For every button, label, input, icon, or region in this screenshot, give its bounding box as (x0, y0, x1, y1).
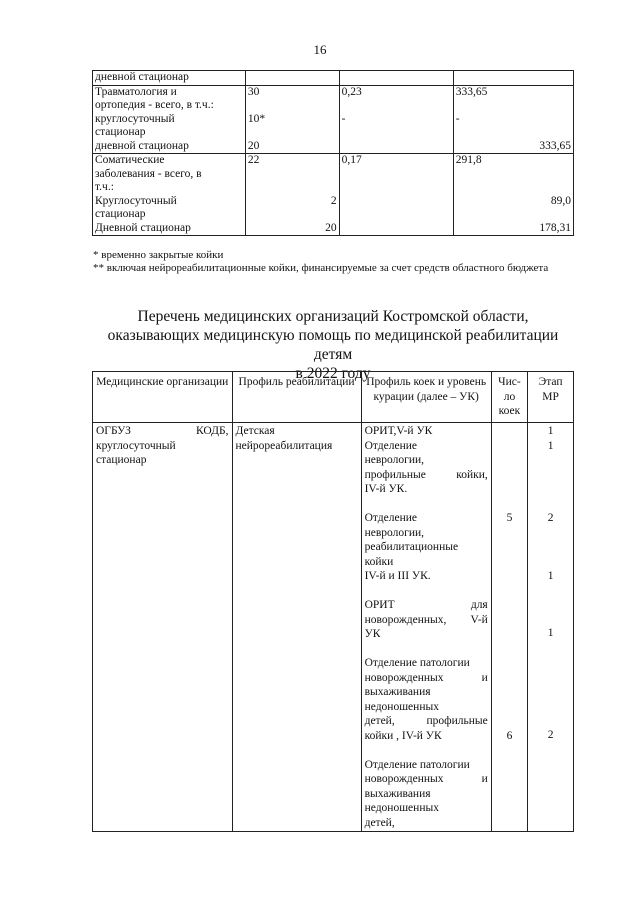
cell-line: 0,23 (341, 85, 362, 98)
stage-value: 2 (547, 728, 554, 741)
bed-block: ОРИТ,V-й УК (364, 425, 433, 437)
header-bed-count: Чис-ло коек (491, 372, 527, 423)
table-cell (245, 71, 339, 86)
table-cell (453, 71, 573, 86)
cell-line: 89,0 (550, 194, 571, 207)
table-cell (93, 154, 246, 236)
bed-block: Отделение патологии новорожденных и выхаживания недоношенных детей, (364, 758, 488, 829)
org-name-suffix: КОДБ, (196, 425, 229, 437)
cell-line: стационар (95, 126, 146, 138)
cell-line: - (455, 112, 460, 125)
heading-line: Перечень медицинских организаций Костромской области, (137, 308, 529, 325)
cell-line: 22 (247, 154, 260, 166)
table-cell (453, 85, 573, 154)
cell-line: дневной стационар (95, 139, 189, 152)
bed-profile-cell (361, 423, 491, 832)
stage-value: 1 (547, 627, 554, 639)
cell-line: 20 (325, 221, 337, 234)
bed-block: Отделение патологии новорожденных и выхаживания недоношенных детей, профильные койки , IV-й УК (364, 657, 488, 742)
cell-line: Круглосуточный (95, 194, 177, 207)
cell-line: 10* (247, 112, 266, 125)
table-row (93, 85, 574, 154)
cell-line: 30 (247, 85, 260, 98)
header-organizations: Медицинские организации (93, 372, 233, 423)
org-line: стационар (96, 454, 147, 466)
table-cell (245, 154, 339, 236)
cell-line: ортопедия - всего, в т.ч.: (95, 99, 214, 111)
bed-count: 6 (506, 729, 513, 742)
cell-line: 333,65 (455, 85, 488, 98)
footnotes (93, 249, 575, 275)
rehab-organizations-table (92, 371, 574, 832)
bed-count: 5 (506, 512, 513, 524)
bed-count-cell (491, 423, 527, 832)
cell-line: 20 (247, 139, 260, 152)
stage-value: 1 (547, 439, 554, 452)
cell-line: Травматология и (95, 85, 177, 98)
cell-line: стационар (95, 208, 146, 220)
bed-block: ОРИТ для новорожденных, V-й УК (364, 599, 488, 640)
beds-table-continued (92, 70, 574, 236)
cell-line: 291,8 (455, 154, 482, 166)
header-stage: Этап МР (528, 372, 574, 423)
cell-line: Соматические (95, 154, 165, 166)
table-cell: дневной стационар (93, 71, 246, 86)
table-cell (93, 85, 246, 154)
cell-line: т.ч.: (95, 181, 114, 193)
cell-line: - (341, 112, 346, 125)
table-cell (453, 154, 573, 236)
bed-block: Отделение неврологии, профильные койки, IV-й УК. (364, 439, 488, 495)
profile-cell: Детская нейрореабилитация (232, 423, 361, 832)
cell-line: 333,65 (539, 139, 571, 152)
footnote-regional-budget: ** включая нейрореабилитационные койки, финансируемые за счет средств областного бюджета (93, 262, 549, 274)
stage-value: 2 (547, 512, 554, 524)
stage-value: 1 (547, 569, 554, 582)
header-bed-profile: Профиль коек и уровень курации (далее – УК) (361, 372, 491, 423)
org-name: ОГБУЗ (96, 425, 131, 437)
heading-line: оказывающих медицинскую помощь по медицинской реабилитации детям (107, 327, 559, 363)
footnote-temporary: * временно закрытые койки (93, 249, 224, 261)
bed-block: Отделение неврологии, реабилитационные койки IV-й и III УК. (364, 512, 459, 582)
cell-line: 0,17 (341, 154, 362, 166)
table-header-row (93, 372, 574, 423)
cell-line: Дневной стационар (95, 221, 191, 234)
cell-line: 2 (330, 194, 337, 207)
table-cell (339, 71, 453, 86)
cell-line: 178,31 (539, 221, 571, 234)
header-profile: Профиль реабилитации (232, 372, 361, 423)
cell-line: круглосуточный (95, 112, 175, 125)
page-number: 16 (313, 42, 327, 57)
org-line: круглосуточный (96, 439, 176, 452)
table-row (93, 71, 574, 86)
table-row (93, 423, 574, 832)
table-cell (339, 154, 453, 236)
table-cell (245, 85, 339, 154)
stage-cell (528, 423, 574, 832)
table-cell (339, 85, 453, 154)
stage-value: 1 (547, 425, 554, 437)
organization-cell (93, 423, 233, 832)
heading-line: в 2022 году (295, 365, 371, 382)
table-row (93, 154, 574, 236)
cell-line: заболевания - всего, в (95, 167, 202, 180)
